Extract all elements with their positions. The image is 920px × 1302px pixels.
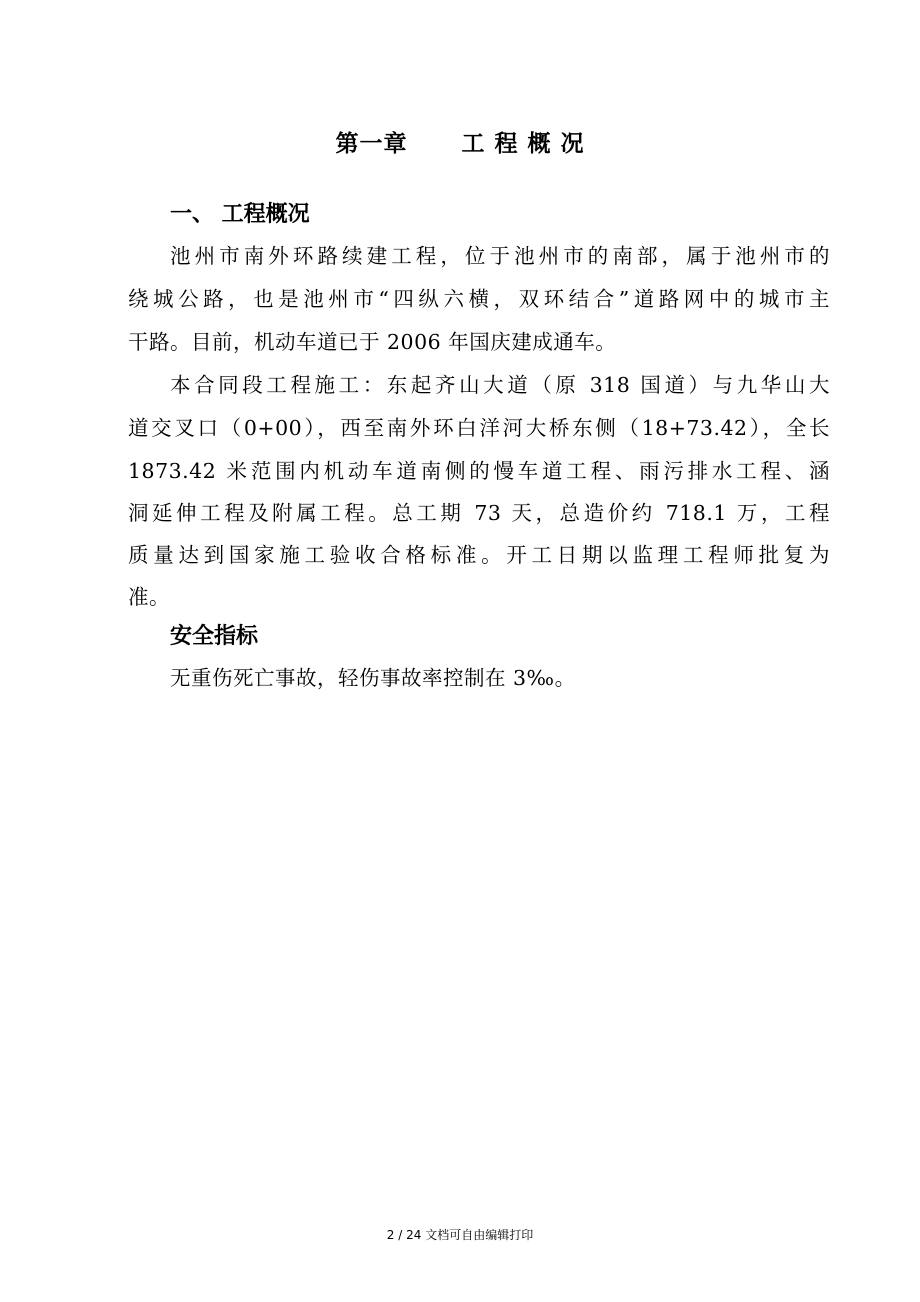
section-heading-overview: 一、 工程概况 [170, 202, 310, 227]
paragraph-line: 干路。目前，机动车道已于 2006 年国庆建成通车。 [128, 330, 617, 354]
chapter-title: 第一章 工 程 概 况 [335, 131, 585, 157]
paragraph-line: 质量达到国家施工验收合格标准。开工日期以监理工程师批复为 [128, 543, 830, 567]
paragraph-line: 洞延伸工程及附属工程。总工期 73 天，总造价约 718.1 万，工程 [128, 501, 830, 525]
paragraph-line: 本合同段工程施工：东起齐山大道（原 318 国道）与九华山大 [170, 373, 830, 397]
page-footer: 2 / 24 文档可自由编辑打印 [386, 1228, 534, 1242]
paragraph-line: 无重伤死亡事故，轻伤事故率控制在 3‰。 [170, 666, 576, 690]
section-heading-safety: 安全指标 [170, 624, 259, 649]
paragraph-line: 1873.42 米范围内机动车道南侧的慢车道工程、雨污排水工程、涵 [128, 459, 830, 483]
paragraph-line: 绕城公路，也是池州市“四纵六横，双环结合”道路网中的城市主 [128, 287, 830, 311]
paragraph-line: 池州市南外环路续建工程，位于池州市的南部，属于池州市的 [170, 244, 830, 268]
paragraph-line: 准。 [128, 585, 170, 609]
paragraph-line: 道交叉口（0+00），西至南外环白洋河大桥东侧（18+73.42），全长 [128, 416, 830, 440]
